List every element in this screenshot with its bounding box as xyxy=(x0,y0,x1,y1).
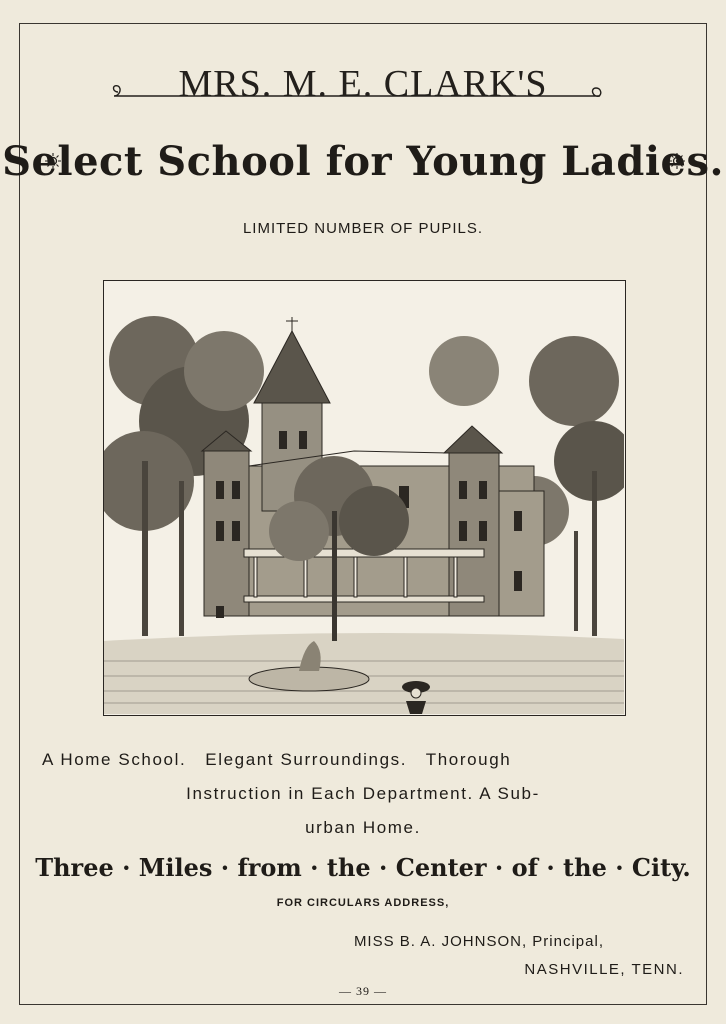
school-building-icon xyxy=(104,281,624,714)
page-title: MRS. M. E. CLARK'S xyxy=(178,63,548,105)
school-building-illustration xyxy=(103,280,626,716)
principal-name: MISS B. A. JOHNSON, Principal, xyxy=(353,933,604,950)
circulars-line: FOR CIRCULARS ADDRESS, xyxy=(276,897,450,909)
body-line-1: A Home School. Elegant Surroundings. Thorough xyxy=(42,750,512,769)
tagline: LIMITED NUMBER OF PUPILS. xyxy=(242,220,484,237)
distance-line: Three · Miles · from · the · Center · of · the · City. xyxy=(35,853,691,882)
body-line-3: urban Home. xyxy=(305,818,421,837)
title-flourish xyxy=(108,80,604,104)
city-line: NASHVILLE, TENN. xyxy=(524,961,684,978)
page-subtitle: Select School for Young Ladies. xyxy=(2,138,724,185)
body-line-2: Instruction in Each Department. A Sub- xyxy=(186,784,540,803)
page-number: — 39 — xyxy=(339,984,387,998)
